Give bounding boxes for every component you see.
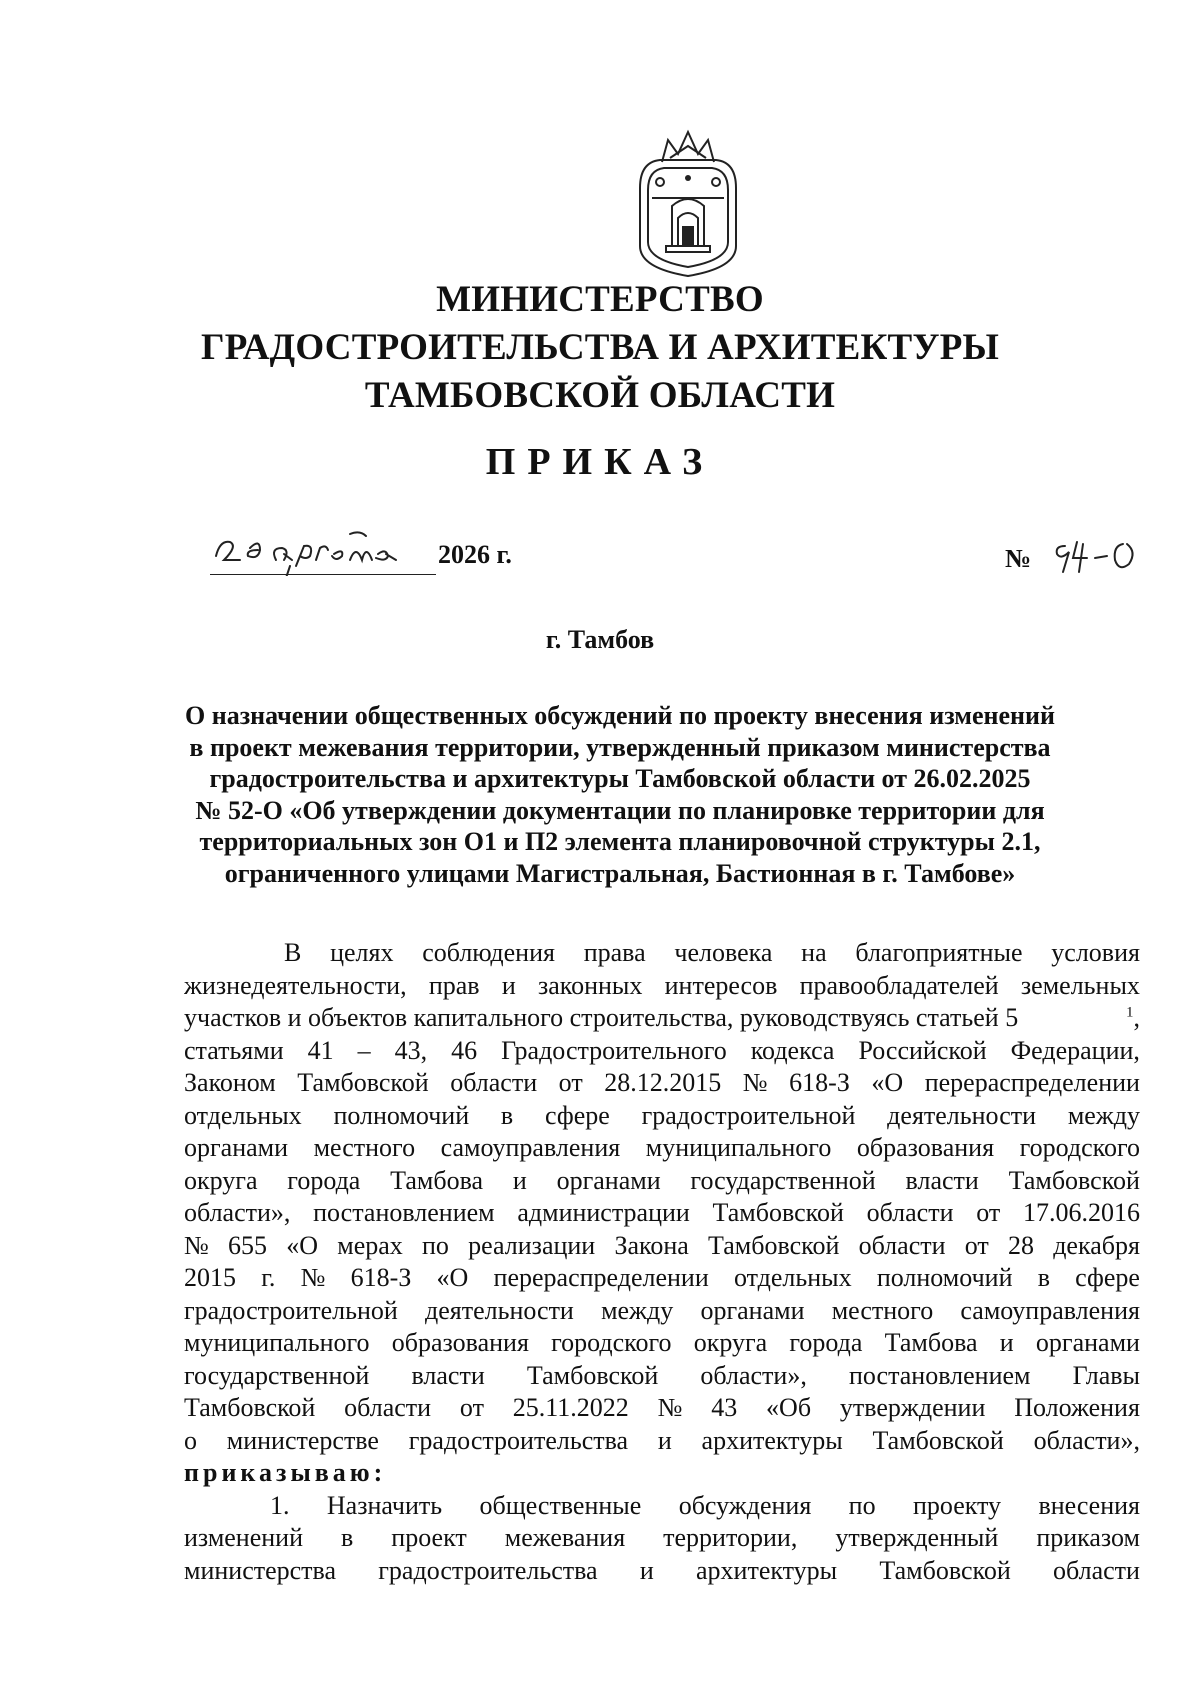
- ministry-title: [0, 276, 1200, 420]
- body-word: целях: [330, 938, 394, 967]
- body-line: [184, 1197, 1140, 1230]
- body-word: Тамбовской: [184, 1393, 316, 1422]
- body-word: благоприятные: [855, 938, 1023, 967]
- body-word: градостроительной: [184, 1295, 398, 1325]
- superscript-marker: [1126, 1002, 1140, 1035]
- body-word: «Об: [766, 1393, 812, 1422]
- body-word: и: [501, 970, 516, 1000]
- date-year: 2026 г.: [438, 540, 512, 569]
- ministry-title-line: ГРАДОСТРОИТЕЛЬСТВА И АРХИТЕКТУРЫ: [200, 327, 1000, 368]
- body-word: области: [1053, 1555, 1140, 1585]
- body-word: органами: [700, 1295, 805, 1325]
- body-line: [184, 1165, 1140, 1198]
- body-word: отдельных: [733, 1263, 852, 1292]
- coat-of-arms-icon: [632, 128, 744, 278]
- body-word: местного: [831, 1295, 934, 1325]
- body-line: [184, 1360, 1140, 1393]
- body-line: [184, 1555, 1140, 1588]
- body-word: самоуправления: [960, 1295, 1140, 1325]
- body-word: перераспределении: [493, 1263, 709, 1292]
- body-word: муниципального: [184, 1328, 370, 1357]
- body-word: по: [422, 1230, 449, 1260]
- body-word: «О: [871, 1068, 904, 1097]
- body-word: Тамбова: [390, 1165, 484, 1195]
- body-word: межевания: [504, 1523, 626, 1552]
- order-verb: приказываю:: [184, 1458, 387, 1487]
- body-word: 28: [1007, 1230, 1034, 1260]
- document-type: ПРИКАЗ: [485, 441, 715, 483]
- body-word: образования: [391, 1328, 529, 1357]
- body-line: [184, 1262, 1140, 1295]
- body-word: Тамбовской: [879, 1555, 1011, 1585]
- body-word: 43: [711, 1393, 738, 1422]
- body-word: области»,: [1033, 1425, 1140, 1455]
- subject-line: № 52-О «Об утверждении документации по планировке территории для: [195, 795, 1045, 825]
- body-word: изменений: [184, 1523, 304, 1552]
- body-word: муниципального: [645, 1133, 832, 1162]
- body-line: [184, 1490, 1140, 1523]
- body-line: [184, 1425, 1140, 1458]
- body-word: в: [341, 1523, 354, 1552]
- body-word: жизнедеятельности,: [184, 970, 407, 1000]
- body-word: между: [1067, 1100, 1140, 1130]
- body-word: области: [344, 1393, 432, 1422]
- body-word: Тамбовской: [708, 1230, 840, 1260]
- body-word: в: [500, 1100, 514, 1130]
- body-word: отдельных: [184, 1100, 302, 1130]
- body-word: «О: [286, 1230, 319, 1260]
- body-word: Тамбовской: [1008, 1165, 1140, 1195]
- subject-line: О назначении общественных обсуждений по проекту внесения изменений: [185, 701, 1055, 730]
- date-underline: [210, 574, 436, 575]
- body-word: образования: [856, 1133, 995, 1162]
- body-word: «О: [436, 1263, 469, 1292]
- city-name: г. Тамбов: [545, 625, 655, 654]
- body-word: Закона: [614, 1230, 689, 1260]
- subject-line: территориальных зон О1 и П2 элемента планировочной структуры 2.1,: [199, 827, 1041, 856]
- body-word: кодекса: [750, 1035, 835, 1065]
- body-word: 28.12.2015: [604, 1068, 722, 1097]
- body-word: права: [583, 938, 646, 967]
- body-line: [184, 970, 1140, 1003]
- body-word: архитектуры: [696, 1555, 838, 1585]
- body-word: полномочий: [333, 1100, 470, 1130]
- body-word: градостроительства: [378, 1555, 598, 1585]
- body-line: [184, 1327, 1140, 1360]
- body-word: 1.: [270, 1490, 290, 1520]
- body-word: приказом: [1036, 1523, 1140, 1552]
- body-word: интересов: [664, 970, 778, 1000]
- body-word: Главы: [1072, 1360, 1140, 1390]
- body-word: 618-З: [350, 1263, 412, 1292]
- body-word: города: [287, 1165, 361, 1195]
- body-line: [184, 1067, 1140, 1100]
- body-word: перераспределении: [924, 1068, 1140, 1097]
- body-word: сфере: [1075, 1263, 1140, 1292]
- body-line: [184, 1002, 1140, 1035]
- body-word: города: [789, 1328, 863, 1357]
- body-word: власти: [905, 1165, 979, 1195]
- body-word: соблюдения: [422, 938, 555, 967]
- document-body: [184, 937, 1140, 1587]
- body-word: 17.06.2016: [1022, 1198, 1140, 1227]
- comma: ,: [1133, 1003, 1140, 1032]
- body-word: проект: [391, 1523, 467, 1552]
- body-word: декабря: [1053, 1230, 1140, 1260]
- document-number: [1005, 540, 1145, 580]
- body-word: Назначить: [326, 1490, 443, 1520]
- body-word: власти: [411, 1360, 485, 1390]
- body-word: от: [976, 1198, 1001, 1227]
- body-word: градостроительства: [408, 1425, 629, 1455]
- body-word: от: [558, 1068, 583, 1097]
- body-word: условия: [1051, 938, 1140, 967]
- body-word: полномочий: [876, 1263, 1013, 1292]
- body-word: округа: [693, 1328, 768, 1357]
- body-line: [184, 1035, 1140, 1068]
- body-word: внесения: [1038, 1490, 1140, 1520]
- body-word: прав: [428, 970, 480, 1000]
- body-word: №: [184, 1230, 209, 1260]
- body-word: области: [866, 1198, 954, 1227]
- body-word: утвержденный: [835, 1523, 999, 1552]
- body-word: обсуждения: [678, 1490, 812, 1520]
- body-word: и: [512, 1165, 527, 1195]
- body-word: и: [639, 1555, 654, 1585]
- body-word: постановлением: [313, 1198, 495, 1227]
- body-word: правообладателей: [799, 970, 999, 1000]
- body-line: [184, 1230, 1140, 1263]
- body-word: Федерации,: [1010, 1035, 1140, 1065]
- body-word: Градостроительного: [501, 1035, 727, 1065]
- body-word: статьями: [184, 1035, 284, 1065]
- body-word: градостроительной: [641, 1100, 856, 1130]
- ministry-title-line: ТАМБОВСКОЙ ОБЛАСТИ: [364, 375, 836, 416]
- body-word: о: [184, 1425, 197, 1455]
- body-word: г.: [261, 1263, 276, 1292]
- subject-line: ограниченного улицами Магистральная, Бастионная в г. Тамбове»: [224, 858, 1016, 888]
- body-word: Тамбовской: [297, 1068, 429, 1097]
- body-word: №: [657, 1393, 683, 1422]
- superscript: 1: [1126, 1004, 1134, 1021]
- body-word: 618-З: [789, 1068, 850, 1097]
- body-word: земельных: [1020, 970, 1140, 1000]
- body-word: от: [964, 1230, 989, 1260]
- body-word: –: [357, 1035, 371, 1065]
- body-word: постановлением: [848, 1360, 1031, 1390]
- body-word: государственной: [690, 1165, 876, 1195]
- body-word: Положения: [1014, 1393, 1140, 1422]
- body-word: Тамбовской: [526, 1360, 659, 1390]
- body-word: 43,: [394, 1035, 428, 1065]
- body-line: [184, 1392, 1140, 1425]
- body-word: самоуправления: [440, 1133, 621, 1162]
- body-word: территории,: [663, 1523, 798, 1552]
- body-word: от: [459, 1393, 484, 1422]
- body-word: деятельности: [887, 1100, 1037, 1130]
- body-word: мерах: [337, 1230, 403, 1260]
- body-line: [184, 1100, 1140, 1133]
- body-word: министерстве: [226, 1425, 379, 1455]
- body-word: области: [450, 1068, 538, 1097]
- body-word: реализации: [468, 1230, 596, 1260]
- body-word: Тамбовской: [712, 1198, 844, 1227]
- body-word: органами: [556, 1165, 661, 1195]
- body-word: Тамбова: [884, 1328, 978, 1357]
- body-line: [184, 1457, 1140, 1490]
- ministry-title-line: МИНИСТЕРСТВО: [436, 279, 764, 320]
- document-subject: [160, 700, 1080, 889]
- body-word: человека: [674, 938, 773, 967]
- body-word: по: [848, 1490, 876, 1520]
- body-word: на: [801, 938, 827, 967]
- body-word: №: [742, 1068, 768, 1097]
- body-word: архитектуры: [701, 1425, 843, 1455]
- handwritten-number: [1049, 532, 1145, 578]
- body-word: 25.11.2022: [512, 1393, 629, 1422]
- body-word: местного: [313, 1133, 416, 1162]
- body-line: [184, 1295, 1140, 1328]
- body-word: городского: [551, 1328, 672, 1357]
- body-word: и: [657, 1425, 672, 1455]
- body-word: органами: [1035, 1328, 1140, 1357]
- body-line-text: участков и объектов капитального строительства, руководствуясь статьей 5: [184, 1003, 1019, 1032]
- body-word: и: [999, 1328, 1014, 1357]
- body-word: №: [300, 1263, 326, 1292]
- body-word: округа: [184, 1165, 258, 1195]
- body-word: 41: [307, 1035, 334, 1065]
- body-word: проекту: [912, 1490, 1002, 1520]
- body-word: городского: [1019, 1133, 1140, 1162]
- body-word: Законом: [184, 1068, 276, 1097]
- number-sign: №: [1005, 544, 1032, 573]
- body-word: министерства: [184, 1555, 337, 1585]
- body-word: администрации: [517, 1198, 690, 1227]
- body-word: 2015: [184, 1263, 236, 1292]
- body-word: области»,: [184, 1198, 291, 1227]
- body-line: [184, 1522, 1140, 1555]
- body-word: сфере: [545, 1100, 610, 1130]
- body-word: 46: [451, 1035, 478, 1065]
- body-word: общественные: [479, 1490, 642, 1520]
- body-word: области: [858, 1230, 946, 1260]
- body-word: области»,: [700, 1360, 807, 1390]
- subject-line: градостроительства и архитектуры Тамбовской области от 26.02.2025: [209, 764, 1031, 793]
- body-line: [184, 937, 1140, 970]
- body-word: между: [601, 1295, 674, 1325]
- body-word: утверждении: [839, 1393, 986, 1422]
- body-word: в: [1037, 1263, 1050, 1292]
- body-line: [184, 1132, 1140, 1165]
- body-word: 655: [228, 1230, 268, 1260]
- body-word: законных: [537, 970, 643, 1000]
- subject-line: в проект межевания территории, утвержденный приказом министерства: [189, 732, 1051, 762]
- body-word: Российской: [858, 1035, 987, 1065]
- body-word: государственной: [184, 1360, 370, 1390]
- body-word: В: [284, 938, 302, 967]
- body-word: Тамбовской: [872, 1425, 1004, 1455]
- body-word: деятельности: [425, 1295, 574, 1325]
- body-word: органами: [184, 1133, 289, 1162]
- handwritten-date: [210, 526, 432, 576]
